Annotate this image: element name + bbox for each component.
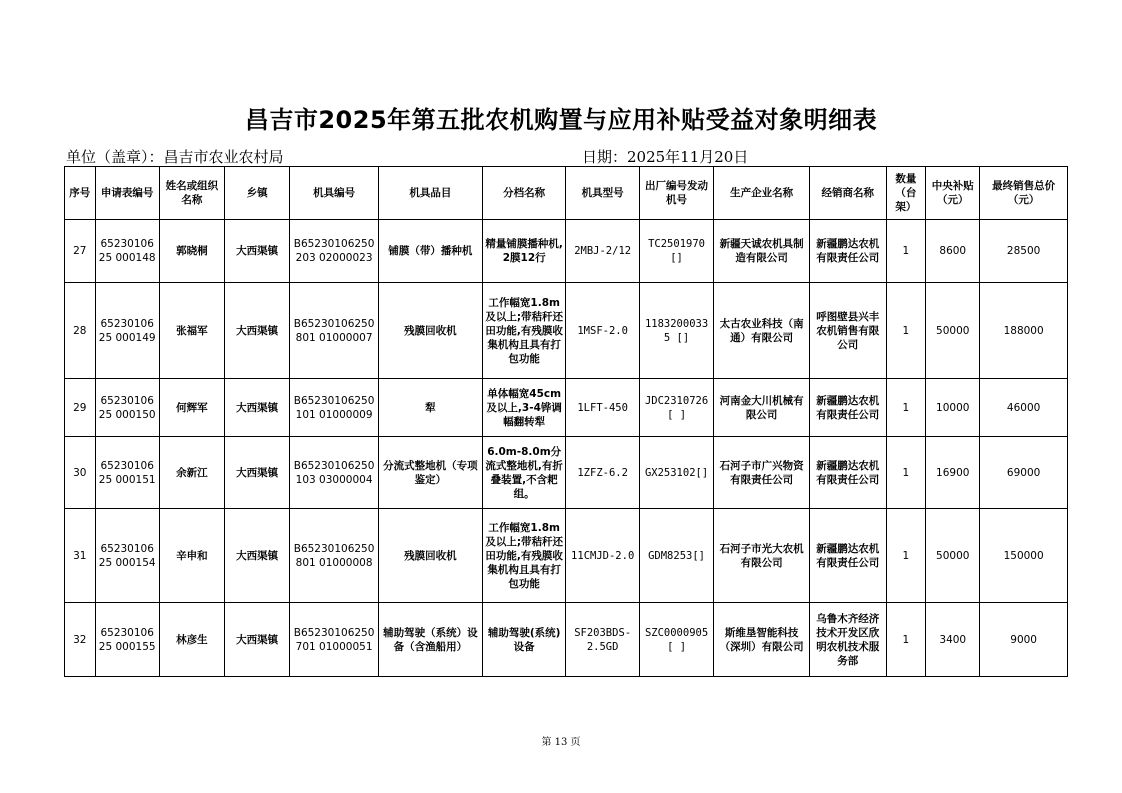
cell-model: SF203BDS-2.5GD [566,603,639,677]
header-cell: 出厂编号发动机号 [639,167,713,220]
header-cell: 生产企业名称 [714,167,810,220]
cell-dealer: 乌鲁木齐经济技术开发区欣明农机技术服务部 [810,603,886,677]
cell-serial: JDC2310726[ ] [639,379,713,437]
cell-subsidy: 10000 [926,379,980,437]
cell-qty: 1 [886,283,926,379]
cell-no: 27 [65,220,96,283]
cell-no: 32 [65,603,96,677]
cell-item: 残膜回收机 [378,283,482,379]
header-cell: 申请表编号 [95,167,159,220]
unit-label: 单位（盖章）：昌吉市农业农村局 [66,148,284,166]
cell-app: 6523010625 000155 [95,603,159,677]
header-cell: 分档名称 [482,167,566,220]
cell-price: 9000 [980,603,1068,677]
cell-dealer: 新疆鹏达农机有限责任公司 [810,379,886,437]
cell-grade: 工作幅宽1.8m及以上;带秸秆还田功能,有残膜收集机构且具有打包功能 [482,509,566,603]
header-cell: 机具品目 [378,167,482,220]
cell-grade: 单体幅宽45cm及以上,3-4铧调幅翻转犁 [482,379,566,437]
subsidy-table [64,166,1068,677]
cell-item: 铺膜（带）播种机 [378,220,482,283]
cell-mach-no: B65230106250701 01000051 [290,603,379,677]
page-title: 昌吉市2025年第五批农机购置与应用补贴受益对象明细表 [244,106,878,134]
cell-model: 2MBJ-2/12 [566,220,639,283]
header-cell: 机具型号 [566,167,639,220]
cell-app: 6523010625 000151 [95,437,159,509]
cell-town: 大西渠镇 [225,509,290,603]
header-cell: 姓名或组织名称 [159,167,224,220]
cell-maker: 斯维垦智能科技（深圳）有限公司 [714,603,810,677]
cell-maker: 太古农业科技（南通）有限公司 [714,283,810,379]
cell-dealer: 新疆鹏达农机有限责任公司 [810,437,886,509]
cell-app: 6523010625 000149 [95,283,159,379]
header-cell: 机具编号 [290,167,379,220]
table-row [65,437,1068,509]
header-cell: 最终销售总价（元） [980,167,1068,220]
header-cell: 经销商名称 [810,167,886,220]
cell-price: 46000 [980,379,1068,437]
cell-dealer: 新疆鹏达农机有限责任公司 [810,509,886,603]
cell-model: 1LFT-450 [566,379,639,437]
cell-town: 大西渠镇 [225,379,290,437]
cell-grade: 精量铺膜播种机,2膜12行 [482,220,566,283]
cell-mach-no: B65230106250103 03000004 [290,437,379,509]
cell-grade: 工作幅宽1.8m及以上;带秸秆还田功能,有残膜收集机构且具有打包功能 [482,283,566,379]
cell-grade: 6.0m-8.0m分流式整地机,有折叠装置,不含耙组。 [482,437,566,509]
cell-name: 辛申和 [159,509,224,603]
cell-no: 29 [65,379,96,437]
cell-item: 分流式整地机（专项鉴定） [378,437,482,509]
cell-price: 150000 [980,509,1068,603]
cell-name: 林彦生 [159,603,224,677]
cell-town: 大西渠镇 [225,603,290,677]
cell-item: 残膜回收机 [378,509,482,603]
header-cell: 序号 [65,167,96,220]
cell-model: 1MSF-2.0 [566,283,639,379]
cell-no: 28 [65,283,96,379]
cell-maker: 石河子市广兴物资有限责任公司 [714,437,810,509]
cell-dealer: 呼图壁县兴丰农机销售有限公司 [810,283,886,379]
cell-name: 何辉军 [159,379,224,437]
cell-price: 28500 [980,220,1068,283]
cell-name: 余新江 [159,437,224,509]
cell-app: 6523010625 000154 [95,509,159,603]
cell-town: 大西渠镇 [225,283,290,379]
date-label: 日期：2025年11月20日 [582,148,749,166]
cell-name: 郭晓桐 [159,220,224,283]
cell-no: 31 [65,509,96,603]
page-number: 第 13 页 [541,737,581,748]
cell-subsidy: 16900 [926,437,980,509]
cell-subsidy: 8600 [926,220,980,283]
cell-serial: GDM8253[] [639,509,713,603]
cell-item: 辅助驾驶（系统）设备（含渔船用） [378,603,482,677]
cell-qty: 1 [886,379,926,437]
cell-mach-no: B65230106250203 02000023 [290,220,379,283]
cell-subsidy: 50000 [926,283,980,379]
cell-name: 张福军 [159,283,224,379]
table-row [65,379,1068,437]
cell-app: 6523010625 000150 [95,379,159,437]
cell-model: 1ZFZ-6.2 [566,437,639,509]
cell-mach-no: B65230106250101 01000009 [290,379,379,437]
header-cell: 乡镇 [225,167,290,220]
cell-town: 大西渠镇 [225,437,290,509]
cell-serial: 11832000335 [] [639,283,713,379]
cell-serial: GX253102[] [639,437,713,509]
cell-subsidy: 50000 [926,509,980,603]
table-row [65,220,1068,283]
cell-serial: TC2501970[] [639,220,713,283]
cell-dealer: 新疆鹏达农机有限责任公司 [810,220,886,283]
cell-subsidy: 3400 [926,603,980,677]
cell-town: 大西渠镇 [225,220,290,283]
cell-qty: 1 [886,509,926,603]
header-cell: 中央补贴（元） [926,167,980,220]
cell-maker: 河南金大川机械有限公司 [714,379,810,437]
cell-maker: 石河子市光大农机有限公司 [714,509,810,603]
cell-grade: 辅助驾驶(系统)设备 [482,603,566,677]
cell-maker: 新疆天诚农机具制造有限公司 [714,220,810,283]
cell-mach-no: B65230106250801 01000007 [290,283,379,379]
cell-mach-no: B65230106250801 01000008 [290,509,379,603]
table-row [65,283,1068,379]
table-row [65,603,1068,677]
cell-item: 犁 [378,379,482,437]
cell-qty: 1 [886,603,926,677]
cell-model: 11CMJD-2.0 [566,509,639,603]
table-row [65,509,1068,603]
header-cell: 数量（台架） [886,167,926,220]
cell-qty: 1 [886,437,926,509]
cell-serial: SZC0000905[ ] [639,603,713,677]
cell-price: 69000 [980,437,1068,509]
table-header-row [65,167,1068,220]
cell-qty: 1 [886,220,926,283]
cell-app: 6523010625 000148 [95,220,159,283]
cell-price: 188000 [980,283,1068,379]
cell-no: 30 [65,437,96,509]
